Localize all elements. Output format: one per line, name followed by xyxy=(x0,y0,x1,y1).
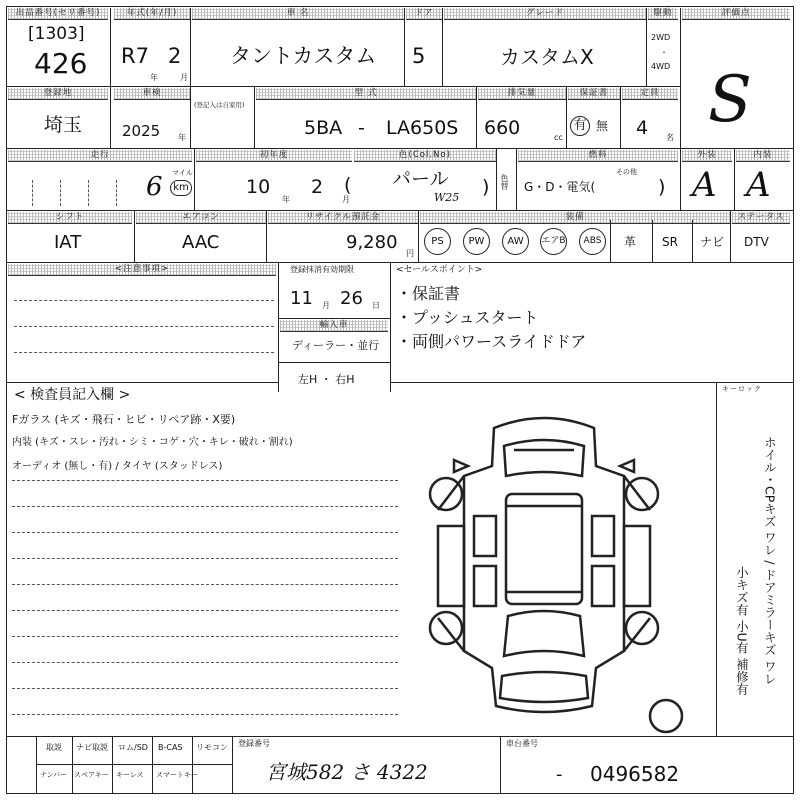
year-nen-unit: 年 xyxy=(150,73,158,82)
grade: カスタムX xyxy=(500,45,594,69)
fuel-header: 燃料 xyxy=(518,150,678,162)
sales-point-2: ・プッシュスタート xyxy=(396,308,539,327)
year-header: 年式(年/月) xyxy=(114,8,190,20)
lot-code: [1303] xyxy=(28,24,85,44)
recycle-unit: 円 xyxy=(406,249,414,258)
car-name: タントカスタム xyxy=(230,44,377,68)
equip-sunroof: SR xyxy=(662,235,678,249)
doors: 5 xyxy=(412,44,426,68)
shift-header: シフト xyxy=(8,212,132,224)
year-month-unit: 月 xyxy=(180,73,188,82)
drive-2wd: 2WD xyxy=(651,33,671,42)
doors-header: ドア xyxy=(406,8,442,20)
shaken-note: (登記入は自家用) xyxy=(194,101,245,109)
capacity-header: 定員 xyxy=(622,88,678,100)
fuel-options: G・D・電気( xyxy=(524,180,596,194)
import-header: 輸入車 xyxy=(280,320,388,332)
cc-unit: cc xyxy=(554,133,563,142)
deadline-day: 26 xyxy=(340,288,363,309)
equip-airbag: エアB xyxy=(540,228,567,255)
year-month: 2 xyxy=(168,44,182,68)
footer-smart-key: スマートキー xyxy=(156,771,198,779)
footer-navi-manual: ナビ取説 xyxy=(76,743,108,752)
warranty-no: 無 xyxy=(596,119,609,133)
inspector-line-audio: オーディオ (無し・有) / タイヤ (スタッドレス) xyxy=(12,461,223,472)
drive-header: 駆動 xyxy=(648,8,678,20)
registration-plate: 宮城582 さ 4322 xyxy=(266,760,428,784)
inspector-line-interior: 内装 (キズ・スレ・汚れ・シミ・コゲ・穴・キレ・破れ・割れ) xyxy=(12,437,293,448)
displacement: 660 xyxy=(484,117,521,139)
mileage-unit-mile: マイル xyxy=(172,169,193,177)
exterior-grade: A xyxy=(692,165,717,205)
status-header: ステータス xyxy=(732,212,790,224)
model-sep: - xyxy=(358,117,365,139)
score-header: 評価点 xyxy=(682,8,790,20)
deadline-header: 登録抹消有効期限 xyxy=(290,265,354,274)
color-name: パール xyxy=(392,168,449,190)
equip-aw: AW xyxy=(502,228,529,255)
grade-header: グレード xyxy=(444,8,646,20)
chassis-label: 車台番号 xyxy=(506,739,538,748)
air-conditioner: AAC xyxy=(182,232,220,253)
car-damage-diagram xyxy=(424,406,664,726)
warranty-header: 保証書 xyxy=(568,88,620,100)
color-close: ) xyxy=(482,176,490,198)
capacity: 4 xyxy=(636,117,649,139)
mileage-header: 走行 xyxy=(8,150,192,162)
region-header: 登録地 xyxy=(8,88,108,100)
sales-header: <セールスポイント> xyxy=(396,265,483,275)
key-lock-label: キーロック xyxy=(722,385,762,393)
equip-abs: ABS xyxy=(579,228,606,255)
deadline-month: 11 xyxy=(290,288,313,309)
lot-number: 426 xyxy=(34,47,88,80)
inspector-vertical-note-1: ホイル・CPキズ ワレ / ドアミラーキズ ワレ xyxy=(762,436,778,685)
equip-leather: 革 xyxy=(624,235,637,249)
model-prefix: 5BA xyxy=(304,117,343,139)
capacity-unit: 名 xyxy=(666,133,674,142)
car-name-header: 車 名 xyxy=(192,8,404,20)
year-era: R7 xyxy=(121,44,149,68)
recycle-header: リサイクル預託金 xyxy=(268,212,418,224)
equip-header: 装備 xyxy=(420,212,730,224)
first-reg-tsuki: 月 xyxy=(342,195,350,204)
auction-sheet: 出品番号(セリ番号) 年式(年/月) 車 名 ドア グレード 駆動 評価点 [1303] 426 R7 2 年 月 タントカスタム 5 カスタムX 2WD ・ 4WD S 登録地 車検 型 式 排気量 保証書 定員 埼玉 2025 年 (登記入は自家用) 5BA - LA650S 660 cc 有 無 4 名 走行 初年度 色(Col.No) 燃料 外装 内装 6 マイル km 10 年 2 月 ( パール W25 ) 色替 G・D・電気( その他 ) A A シフト エアコン リサイクル預託金 装備 ステータス IAT AAC 9,280 円 PS PW AW エアB ABS 革 SR ナビ DTV <注意事項> 登録抹消有効期限 11 月 26 日 輸入車 ディーラー・並行 左H ・ 右H <セールスポイント> ・保証書 ・プッシュスタート ・両側パワースライドドア < 検査員記入欄 > Fガラス (キズ・飛石・ヒビ・リペア跡・X要) 内装 (キズ・スレ・汚れ・シミ・コゲ・穴・キレ・破れ・割れ) オーディオ (無し・有) / タイヤ (スタッドレス) キーロック ホイル・CPキズ ワレ / ドアミラーキズ ワレ 小キズ有 小U有 補修有 取説 ナビ取説 ロム/SD B-CAS リモコン ナンバー スペアキー キーレス スマートキー 登録番号 宮城582 さ 4322 車台番号 - 0496582 xyxy=(6,6,794,794)
footer-spare-key: スペアキー xyxy=(74,771,109,779)
mileage-unit-km: km xyxy=(170,180,192,196)
shift: IAT xyxy=(54,232,82,253)
fuel-side-label: 色替 xyxy=(500,174,509,190)
warranty-yes: 有 xyxy=(570,116,590,136)
cc-header: 排気量 xyxy=(478,88,566,100)
shaken-header: 車検 xyxy=(114,88,190,100)
sales-point-3: ・両側パワースライドドア xyxy=(396,332,587,351)
sales-point-1: ・保証書 xyxy=(396,284,461,303)
shaken-year: 2025 xyxy=(122,122,161,140)
footer-number-plate: ナンバー xyxy=(40,771,68,779)
fuel-other-label: その他 xyxy=(616,168,637,176)
deadline-m-unit: 月 xyxy=(322,301,330,310)
recycle-fee: 9,280 xyxy=(346,232,398,253)
footer-bcas: B-CAS xyxy=(158,743,183,752)
shaken-unit: 年 xyxy=(178,133,186,142)
mileage: 6 xyxy=(146,172,163,202)
equip-dtv: DTV xyxy=(744,235,769,249)
plate-label: 登録番号 xyxy=(238,739,270,748)
footer-keyless: キーレス xyxy=(116,771,144,779)
chassis-sep: - xyxy=(556,764,563,785)
first-reg-header: 初年度 xyxy=(196,150,352,162)
lot-header: 出品番号(セリ番号) xyxy=(8,8,108,20)
equip-pw: PW xyxy=(463,228,490,255)
deadline-d-unit: 日 xyxy=(372,301,380,310)
score-value: S xyxy=(708,63,752,137)
footer-manual: 取説 xyxy=(46,743,62,752)
first-reg-year: 10 xyxy=(246,176,271,198)
region: 埼玉 xyxy=(44,114,83,136)
model-header: 型 式 xyxy=(256,88,476,100)
equip-navi: ナビ xyxy=(700,235,725,249)
first-reg-month: 2 xyxy=(311,176,324,198)
steering-side: 左H ・ 右H xyxy=(298,373,355,386)
first-reg-nen: 年 xyxy=(282,195,290,204)
chassis-number: 0496582 xyxy=(590,762,680,786)
ac-header: エアコン xyxy=(136,212,266,224)
equip-ps: PS xyxy=(424,228,451,255)
inspector-title: < 検査員記入欄 > xyxy=(14,387,131,403)
notes-header: <注意事項> xyxy=(8,264,276,276)
inspector-vertical-note-2: 小キズ有 小U有 補修有 xyxy=(734,566,750,696)
interior-grade: A xyxy=(746,165,771,205)
import-type: ディーラー・並行 xyxy=(292,339,380,352)
color-code: W25 xyxy=(434,191,460,204)
exterior-header: 外装 xyxy=(682,150,732,162)
spare-tire-icon xyxy=(646,696,686,736)
footer-rom-sd: ロム/SD xyxy=(118,743,148,752)
inspector-line-glass: Fガラス (キズ・飛石・ヒビ・リペア跡・X要) xyxy=(12,413,236,426)
interior-header: 内装 xyxy=(736,150,790,162)
drive-4wd: 4WD xyxy=(651,62,671,71)
color-header: 色(Col.No) xyxy=(354,150,496,162)
model-code: LA650S xyxy=(386,117,459,139)
footer-remote: リモコン xyxy=(196,743,228,752)
fuel-close: ) xyxy=(658,176,666,198)
